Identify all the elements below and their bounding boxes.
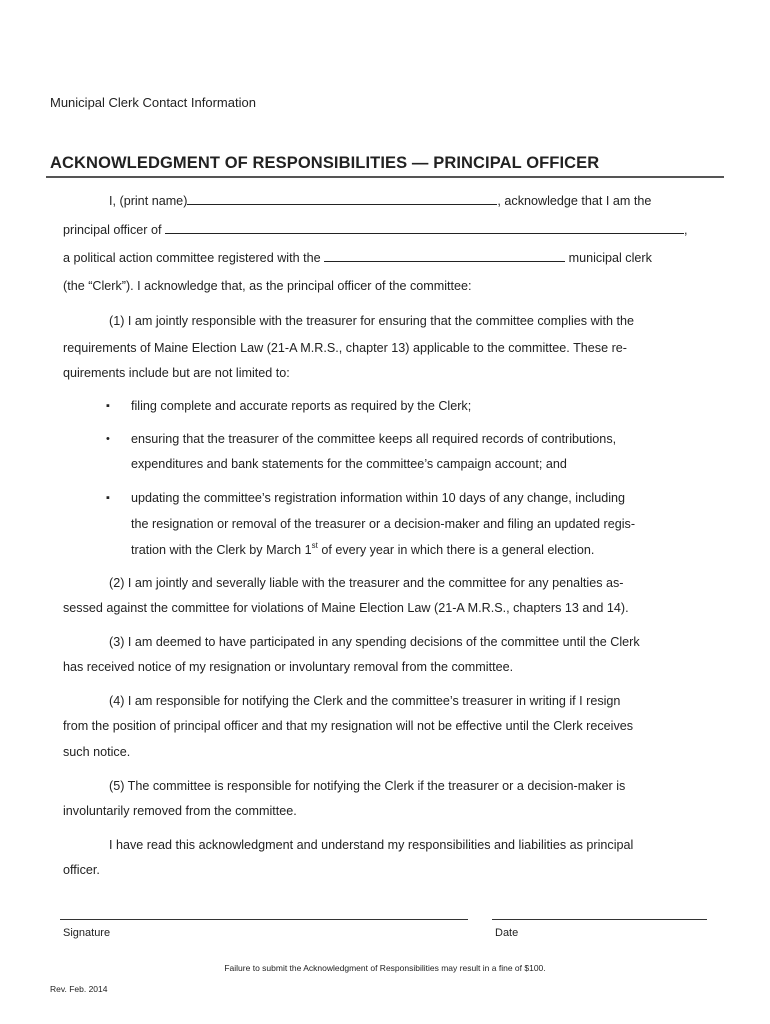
acknowledge-text: , acknowledge that I am the: [497, 194, 652, 208]
ordinal-suffix: st: [311, 541, 318, 550]
item-1-line-1: (1) I am jointly responsible with the treasurer for ensuring that the committee complies with the: [109, 314, 634, 328]
bullet-3-line-3: [131, 543, 594, 557]
bullet-3-line-2: the resignation or removal of the treasurer or a decision-maker and filing an updated regis-: [131, 517, 636, 531]
title-rule: [46, 176, 724, 178]
item-5-line-1: (5) The committee is responsible for notifying the Clerk if the treasurer or a decision-maker is: [109, 779, 626, 793]
closing-line-2: officer.: [63, 863, 100, 877]
bullet-2-line-2: expenditures and bank statements for the committee’s campaign account; and: [131, 457, 567, 471]
form-title: ACKNOWLEDGMENT OF RESPONSIBILITIES — PRINCIPAL OFFICER: [50, 154, 600, 172]
signature-label: Signature: [63, 927, 111, 939]
revision-date: Rev. Feb. 2014: [50, 984, 108, 994]
intro-line-4: (the “Clerk”). I acknowledge that, as the principal officer of the committee:: [63, 279, 472, 293]
bullet-marker: ▪: [106, 400, 110, 412]
bullet-marker: ▪: [106, 492, 110, 504]
committee-name-field[interactable]: [165, 222, 684, 234]
municipality-field[interactable]: [324, 250, 565, 262]
item-4-line-3: such notice.: [63, 745, 131, 759]
registered-with-label: a political action committee registered with the: [63, 251, 321, 265]
bullet-1-line-1: filing complete and accurate reports as required by the Clerk;: [131, 399, 472, 413]
bullet-3-text-a: tration with the Clerk by March 1: [131, 543, 312, 557]
bullet-marker: •: [106, 433, 110, 445]
bullet-3-text-b: of every year in which there is a general election.: [317, 543, 595, 557]
item-4-line-2: from the position of principal officer and that my resignation will not be effective until the Clerk receives: [63, 719, 634, 733]
date-label: Date: [495, 927, 519, 939]
item-2-line-1: (2) I am jointly and severally liable with the treasurer and the committee for any penalties as-: [109, 576, 624, 590]
print-name-label: I, (print name): [109, 194, 188, 208]
item-1-line-2: requirements of Maine Election Law (21-A M.R.S., chapter 13) applicable to the committee. These re-: [63, 341, 627, 355]
date-field[interactable]: [492, 919, 707, 920]
signature-field[interactable]: [60, 919, 468, 920]
item-5-line-2: involuntarily removed from the committee.: [63, 804, 297, 818]
closing-line-1: I have read this acknowledgment and understand my responsibilities and liabilities as principal: [109, 838, 634, 852]
print-name-field[interactable]: [187, 193, 497, 205]
bullet-3-line-1: updating the committee’s registration information within 10 days of any change, including: [131, 491, 626, 505]
item-3-line-2: has received notice of my resignation or involuntary removal from the committee.: [63, 660, 514, 674]
item-4-line-1: (4) I am responsible for notifying the Clerk and the committee’s treasurer in writing if I resign: [109, 694, 621, 708]
item-1-line-3: quirements include but are not limited to:: [63, 366, 290, 380]
comma-text: ,: [683, 223, 688, 237]
municipal-clerk-contact-info: Municipal Clerk Contact Information: [50, 95, 256, 110]
bullet-2-line-1: ensuring that the treasurer of the committee keeps all required records of contributions,: [131, 432, 617, 446]
intro-line-1: [109, 193, 651, 208]
intro-line-3: [63, 250, 652, 265]
item-3-line-1: (3) I am deemed to have participated in any spending decisions of the committee until the Clerk: [109, 635, 640, 649]
principal-officer-of-label: principal officer of: [63, 223, 162, 237]
municipal-clerk-label: municipal clerk: [568, 251, 652, 265]
intro-line-2: [63, 222, 687, 237]
item-2-line-2: sessed against the committee for violations of Maine Election Law (21-A M.R.S., chapters 13 and 14).: [63, 601, 629, 615]
fine-warning-note: Failure to submit the Acknowledgment of Responsibilities may result in a fine of $100.: [224, 963, 546, 973]
